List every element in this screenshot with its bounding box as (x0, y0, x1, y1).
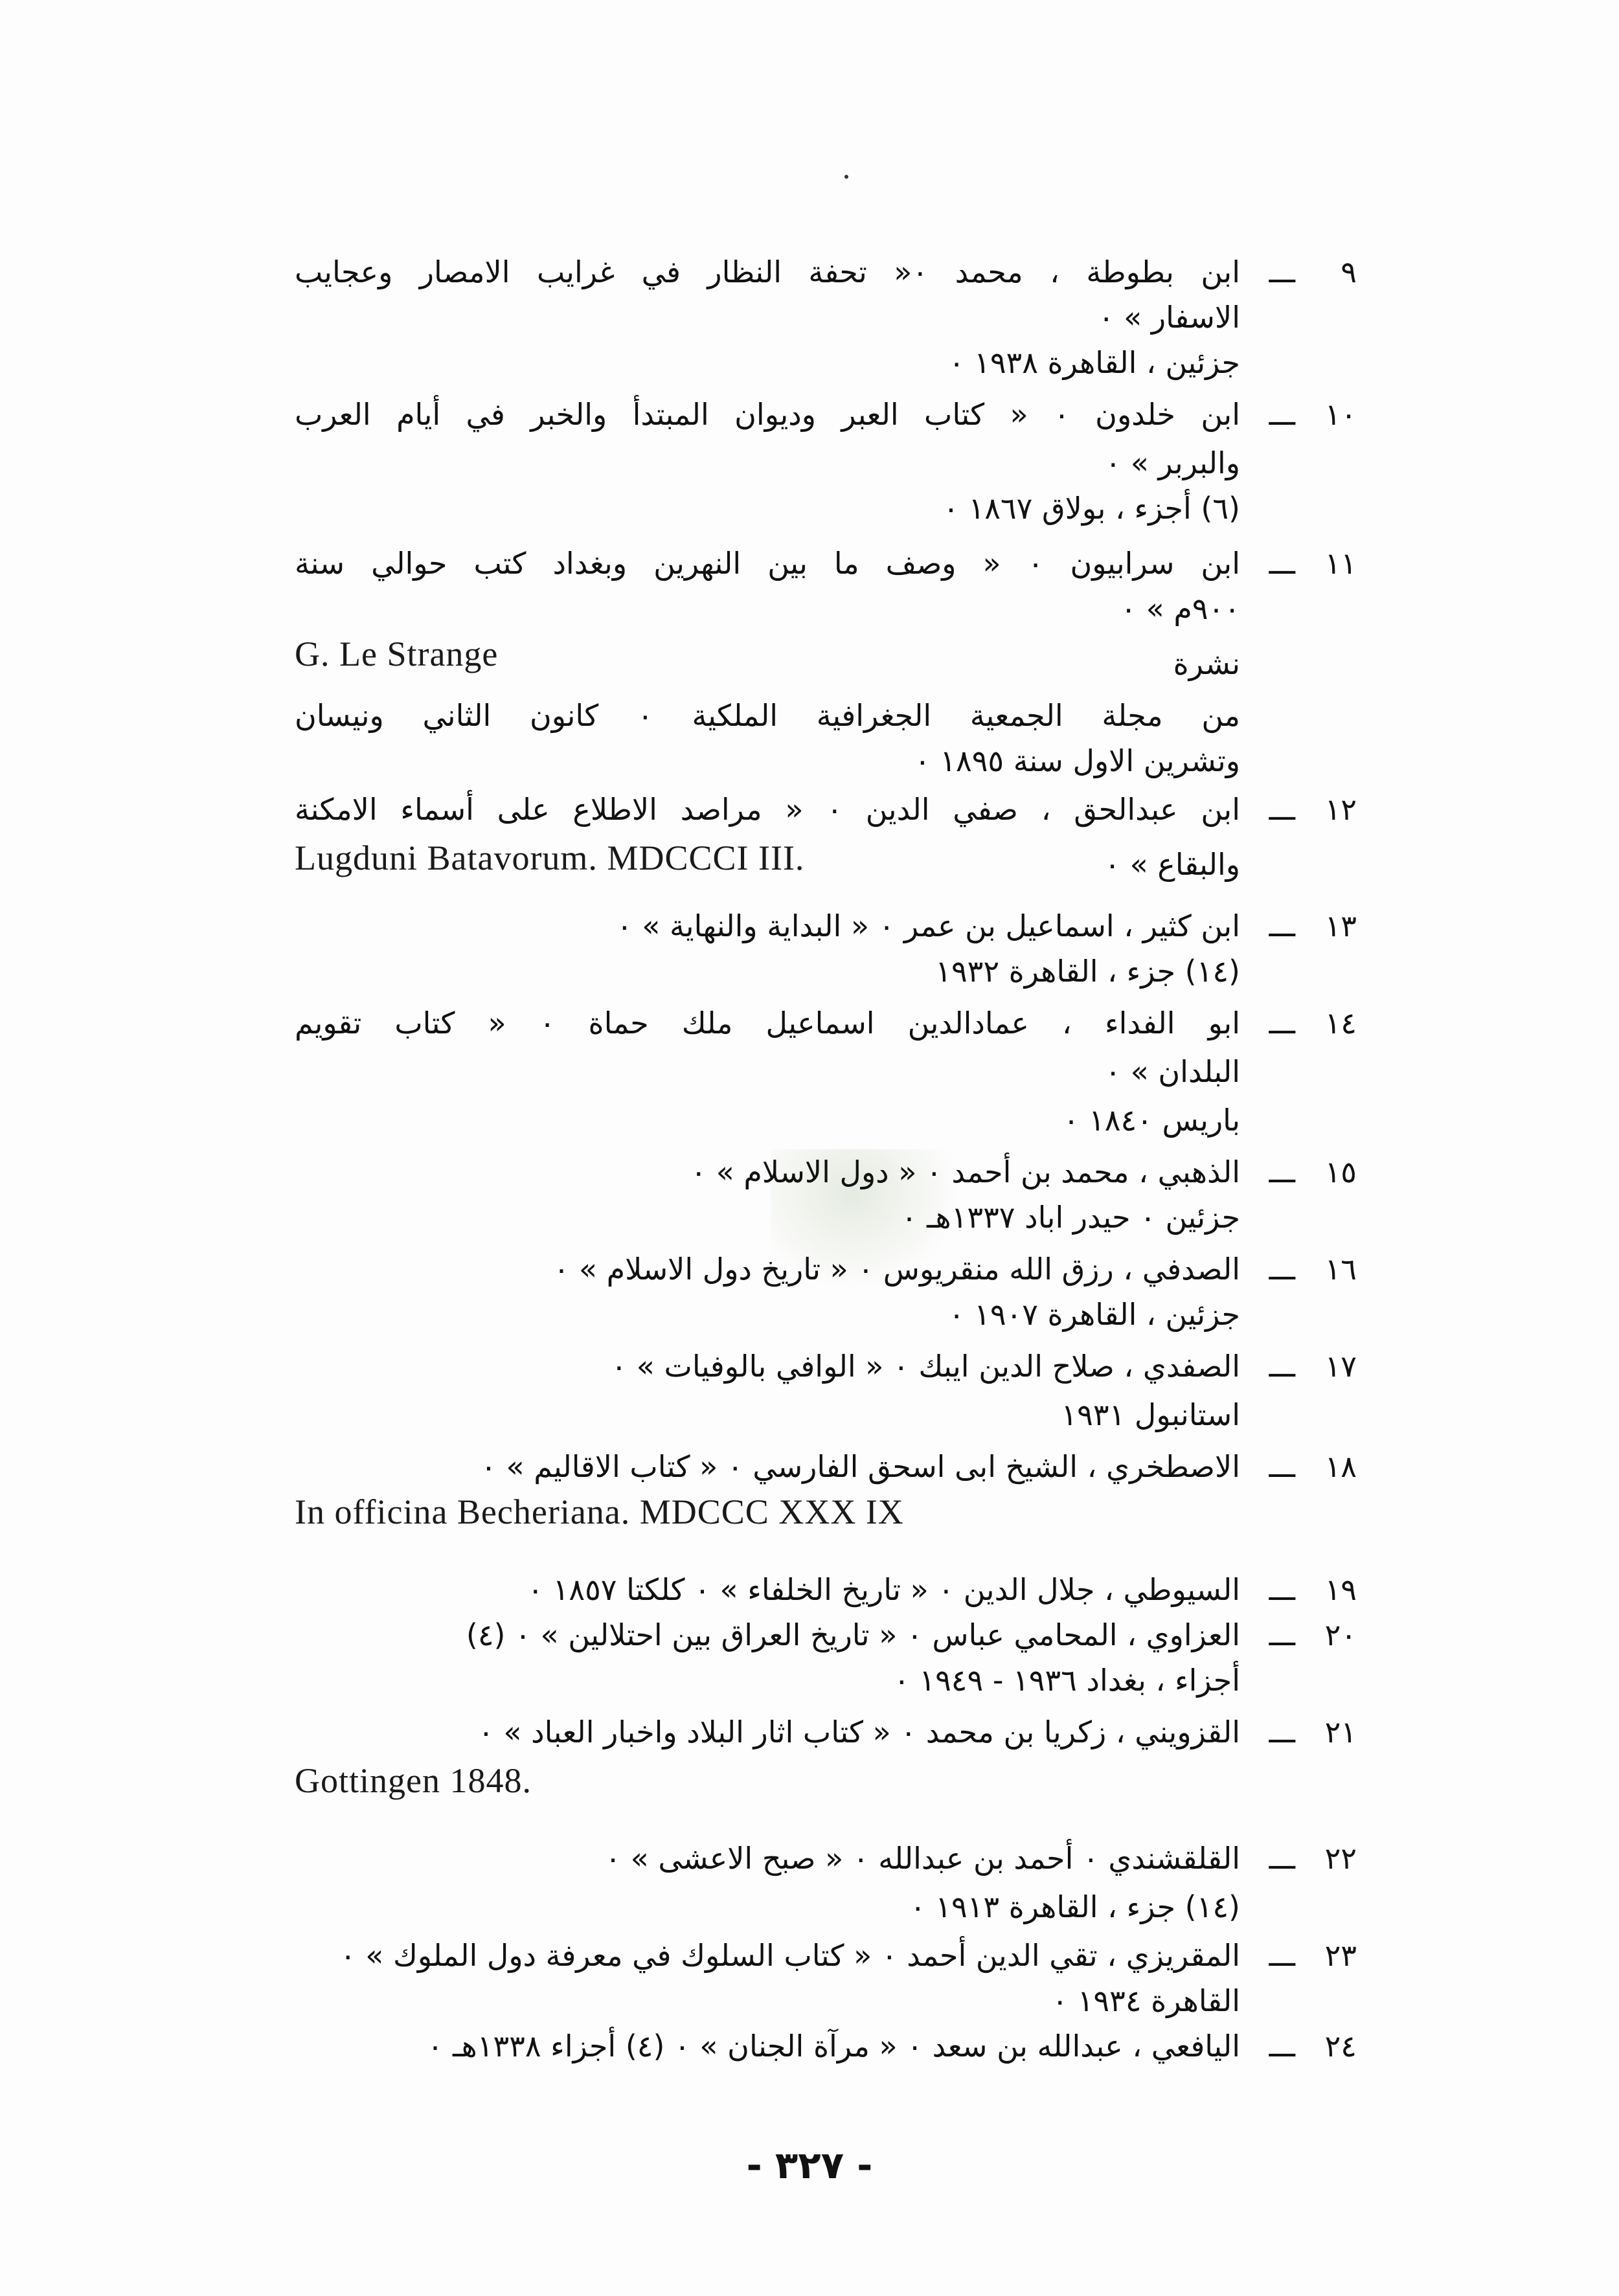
entry-text: الاسفار » ٠ (1098, 300, 1240, 335)
entry-publication: (١٤) جزء ، القاهرة ١٩٣٢ (935, 954, 1240, 989)
entry-21-line-1 (295, 1709, 1357, 1755)
entry-number: ١٣ (1324, 908, 1357, 943)
entry-text: والبقاع » ٠ (1104, 847, 1240, 882)
entry-10-line-1 (295, 392, 1357, 437)
entry-text: والبربر » ٠ (1105, 445, 1240, 480)
entry-number: ٩ (1341, 254, 1357, 289)
entry-9-line-3 (295, 340, 1357, 385)
entry-9-line-2 (295, 295, 1357, 340)
entry-number: ٢١ (1324, 1715, 1357, 1750)
entry-11-editor: G. Le Strange (295, 635, 499, 673)
entry-text: المقريزي ، تقي الدين أحمد ٠ « كتاب السلوك في معرفة دول الملوك » ٠ (339, 1938, 1240, 1973)
entry-number: ٢٣ (1324, 1938, 1357, 1973)
entry-dash: ـــ (1269, 1938, 1295, 1973)
entry-12-line-1 (295, 787, 1357, 832)
entry-20-line-1 (295, 1612, 1357, 1658)
entry-14-line-1 (295, 1000, 1357, 1046)
entry-text: البلدان » ٠ (1105, 1054, 1240, 1089)
entry-21-publication-latin: Gottingen 1848. (295, 1761, 532, 1800)
entry-number: ٢٢ (1324, 1841, 1357, 1876)
entry-16-line-2 (295, 1292, 1357, 1337)
entry-16-line-1 (295, 1246, 1357, 1292)
entry-15-line-2 (295, 1195, 1357, 1240)
entry-dash: ـــ (1269, 254, 1295, 289)
entry-text: الصدفي ، رزق الله منقريوس ٠ « تاريخ دول الاسلام » ٠ (553, 1252, 1240, 1287)
entry-text: اليافعي ، عبدالله بن سعد ٠ « مرآة الجنان » ٠ (٤) أجزاء ١٣٣٨هـ ٠ (427, 2029, 1240, 2064)
entry-dash: ـــ (1269, 1617, 1295, 1652)
entry-text: الاصطخري ، الشيخ ابى اسحق الفارسي ٠ « كتاب الاقاليم » ٠ (481, 1449, 1240, 1484)
entry-dash: ـــ (1269, 1715, 1295, 1750)
entry-dash: ـــ (1269, 1349, 1295, 1384)
entry-number: ٢٠ (1324, 1617, 1357, 1652)
entry-text: العزاوي ، المحامي عباس ٠ « تاريخ العراق بين احتلالين » ٠ (٤) (466, 1617, 1240, 1652)
entry-number: ١١ (1324, 546, 1357, 581)
entry-24-line-1 (295, 2023, 1357, 2069)
entry-number: ٢٤ (1324, 2029, 1357, 2064)
entry-dash: ـــ (1269, 1572, 1295, 1607)
entry-dash: ـــ (1269, 792, 1295, 827)
entry-number: ١٠ (1324, 397, 1357, 432)
entry-text: الذهبي ، محمد بن أحمد ٠ « دول الاسلام » ٠ (690, 1154, 1240, 1189)
entry-number: ١٦ (1324, 1252, 1357, 1287)
entry-20-line-2 (295, 1658, 1357, 1703)
entry-text: السيوطي ، جلال الدين ٠ « تاريخ الخلفاء » ٠ كلكتا ١٨٥٧ ٠ (527, 1572, 1240, 1607)
entry-number: ١٩ (1324, 1572, 1357, 1607)
entry-11-line-5 (295, 738, 1357, 783)
scan-speck (844, 175, 848, 179)
entry-publication: جزئين ٠ حيدر اباد ١٣٣٧هـ ٠ (901, 1200, 1240, 1235)
entry-number: ١٨ (1324, 1449, 1357, 1484)
entry-18-line-1 (295, 1444, 1357, 1489)
entry-text: ٩٠٠م » ٠ (1120, 591, 1240, 626)
page-number: - ٣٢٧ - (746, 2143, 873, 2187)
entry-publication: جزئين ، القاهرة ١٩٣٨ ٠ (948, 345, 1240, 380)
entry-11-line-3 (295, 641, 1357, 686)
entry-12-line-2 (295, 842, 1357, 887)
entry-dash: ـــ (1269, 908, 1295, 943)
entry-11-line-1 (295, 541, 1357, 586)
entry-text: ابن سرابيون ٠ « وصف ما بين النهرين وبغداد كتب حوالي سنة (295, 546, 1241, 581)
entry-dash: ـــ (1269, 1006, 1295, 1041)
entry-11-line-4 (295, 693, 1357, 738)
entry-dash: ـــ (1269, 1841, 1295, 1876)
entry-text: نشرة (1173, 646, 1240, 681)
entry-publication: (٦) أجزء ، بولاق ١٨٦٧ ٠ (943, 491, 1240, 526)
entry-text: ابو الفداء ، عمادالدين اسماعيل ملك حماة ٠ « كتاب تقويم (295, 1006, 1240, 1041)
entry-22-line-1 (295, 1836, 1357, 1881)
entry-dash: ـــ (1269, 397, 1295, 432)
entry-dash: ـــ (1269, 1252, 1295, 1287)
entry-publication: جزئين ، القاهرة ١٩٠٧ ٠ (948, 1297, 1240, 1332)
entry-23-line-2 (295, 1978, 1357, 2023)
entry-text: ابن كثير ، اسماعيل بن عمر ٠ « البداية والنهاية » ٠ (616, 908, 1240, 943)
entry-15-line-1 (295, 1149, 1357, 1195)
entry-10-line-2 (295, 440, 1357, 486)
entry-11-line-2 (295, 586, 1357, 631)
entry-19-line-1 (295, 1567, 1357, 1612)
entry-publication: استانبول ١٩٣١ (1061, 1397, 1240, 1432)
entry-number: ١٥ (1324, 1154, 1357, 1189)
entry-publication: القاهرة ١٩٣٤ ٠ (1052, 1983, 1240, 2018)
entry-13-line-1 (295, 903, 1357, 949)
entry-number: ١٤ (1324, 1006, 1357, 1041)
entry-number: ١٧ (1324, 1349, 1357, 1384)
entry-17-line-2 (295, 1392, 1357, 1437)
entry-text: الصفدي ، صلاح الدين ايبك ٠ « الوافي بالوفيات » ٠ (611, 1349, 1240, 1384)
entry-17-line-1 (295, 1344, 1357, 1389)
entry-14-line-3 (295, 1097, 1357, 1143)
entry-dash: ـــ (1269, 1154, 1295, 1189)
entry-12-publication-latin: Lugduni Batavorum. MDCCCI III. (295, 838, 805, 877)
entry-22-line-2 (295, 1884, 1357, 1930)
entry-publication: باريس ١٨٤٠ ٠ (1063, 1103, 1240, 1138)
entry-text: ابن بطوطة ، محمد ٠« تحفة النظار في غرايب الامصار وعجايب (295, 254, 1240, 289)
entry-13-line-2 (295, 949, 1357, 994)
entry-text: ابن خلدون ٠ « كتاب العبر وديوان المبتدأ والخبر في أيام العرب (295, 397, 1240, 432)
entry-text: ابن عبدالحق ، صفي الدين ٠ « مراصد الاطلاع على أسماء الامكنة (295, 792, 1240, 827)
entry-18-publication-latin: In officina Becheriana. MDCCC XXX IX (295, 1492, 904, 1531)
entry-publication: (١٤) جزء ، القاهرة ١٩١٣ ٠ (909, 1889, 1240, 1924)
entry-text: القزويني ، زكريا بن محمد ٠ « كتاب اثار البلاد واخبار العباد » ٠ (478, 1715, 1240, 1750)
entry-text: من مجلة الجمعية الجغرافية الملكية ٠ كانون الثاني ونيسان (295, 698, 1240, 733)
entry-publication: أجزاء ، بغداد ١٩٣٦ - ١٩٤٩ ٠ (894, 1663, 1240, 1698)
entry-14-line-2 (295, 1049, 1357, 1094)
entry-publication: وتشرين الاول سنة ١٨٩٥ ٠ (914, 743, 1240, 778)
entry-23-line-1 (295, 1933, 1357, 1978)
entry-dash: ـــ (1269, 546, 1295, 581)
entry-dash: ـــ (1269, 1449, 1295, 1484)
entry-text: القلقشندي ٠ أحمد بن عبدالله ٠ « صبح الاعشى » ٠ (605, 1841, 1240, 1876)
entry-number: ١٢ (1324, 792, 1357, 827)
entry-9-line-1 (295, 249, 1357, 295)
entry-10-line-3 (295, 486, 1357, 531)
entry-dash: ـــ (1269, 2029, 1295, 2064)
